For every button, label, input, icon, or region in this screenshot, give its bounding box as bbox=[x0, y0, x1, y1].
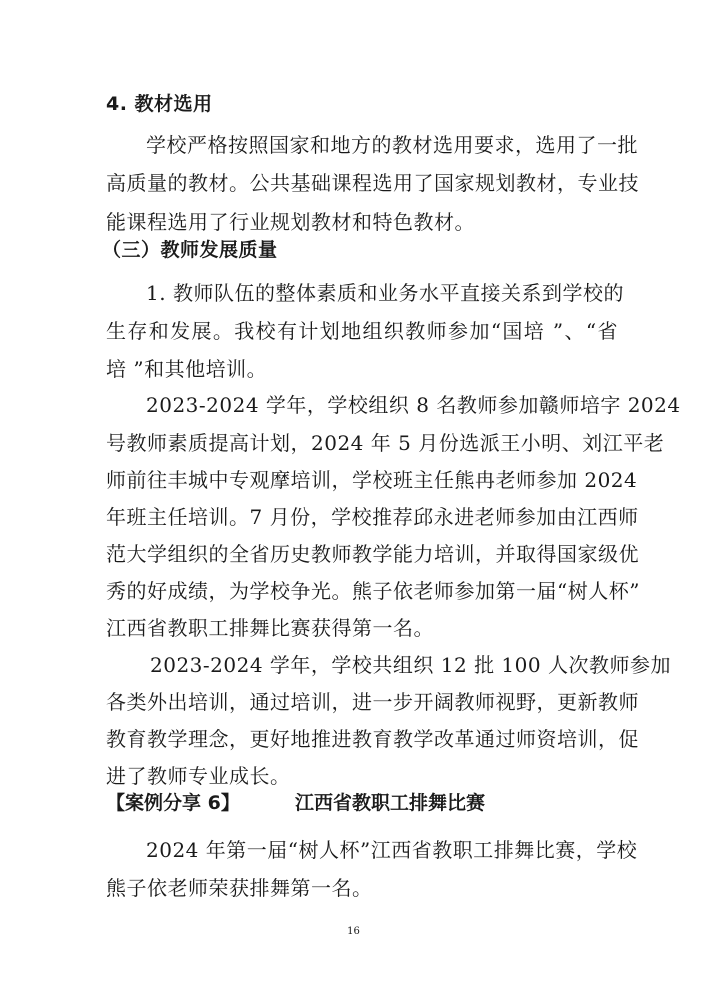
para1-line-1: 1. 教师队伍的整体素质和业务水平直接关系到学校的 bbox=[146, 281, 624, 305]
section4-line-2: 高质量的教材。公共基础课程选用了国家规划教材，专业技 bbox=[106, 171, 639, 195]
para2-line-1: 2023-2024 学年，学校组织 8 名教师参加赣师培字 2024 bbox=[146, 393, 681, 417]
section4-line-1: 学校严格按照国家和地方的教材选用要求，选用了一批 bbox=[146, 133, 638, 157]
case-label: 【案例分享 6】 bbox=[106, 792, 240, 814]
para2-line-7: 江西省教职工排舞比赛获得第一名。 bbox=[106, 616, 434, 640]
para2-line-4: 年班主任培训。7 月份，学校推荐邱永进老师参加由江西师 bbox=[106, 505, 639, 529]
para3-line-4: 进了教师专业成长。 bbox=[106, 764, 291, 788]
section4-line-3: 能课程选用了行业规划教材和特色教材。 bbox=[106, 210, 475, 234]
section-heading-3: （三）教师发展质量 bbox=[102, 239, 278, 261]
para1-line-3: 培 ”和其他培训。 bbox=[106, 357, 268, 381]
para3-line-2: 各类外出培训，通过培训，进一步开阔教师视野，更新教师 bbox=[106, 690, 639, 714]
para3-line-1: 2023-2024 学年，学校共组织 12 批 100 人次教师参加 bbox=[150, 653, 671, 677]
case-line-1: 2024 年第一届“树人杯”江西省教职工排舞比赛，学校 bbox=[146, 838, 638, 862]
para2-line-5: 范大学组织的全省历史教师教学能力培训，并取得国家级优 bbox=[106, 542, 639, 566]
page-number: 16 bbox=[347, 926, 360, 937]
para2-line-3: 师前往丰城中专观摩培训，学校班主任熊冉老师参加 2024 bbox=[106, 468, 638, 492]
para2-line-2: 号教师素质提高计划，2024 年 5 月份选派王小明、刘江平老 bbox=[106, 431, 665, 455]
para1-line-2: 生存和发展。我校有计划地组织教师参加“国培 ”、“省 bbox=[106, 319, 618, 343]
para2-line-6: 秀的好成绩，为学校争光。熊子依老师参加第一届“树人杯” bbox=[106, 579, 640, 603]
case-title: 江西省教职工排舞比赛 bbox=[295, 792, 486, 814]
case-line-2: 熊子依老师荣获排舞第一名。 bbox=[106, 876, 373, 900]
section-heading-4: 4. 教材选用 bbox=[106, 93, 213, 115]
para3-line-3: 教育教学理念，更好地推进教育教学改革通过师资培训，促 bbox=[106, 727, 639, 751]
